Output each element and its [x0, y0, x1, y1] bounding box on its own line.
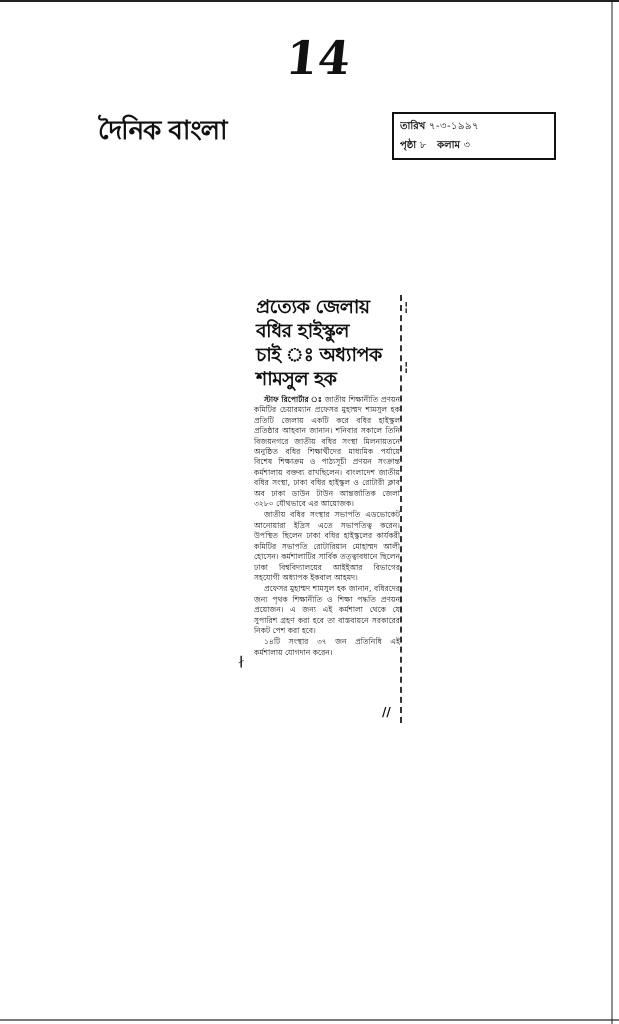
article-paragraph: ১৪টি সংস্থার ৩৭ জন প্রতিনিধি এই কর্মশালায় যোগদান করেন।: [254, 637, 400, 657]
stamp-column-label: কলাম: [437, 140, 461, 151]
scan-edge-right: [611, 0, 613, 1024]
stamp-date-value: ৭-৩-১৯৯৭: [428, 121, 480, 132]
edge-tick-mark: ¦: [404, 300, 409, 314]
edge-tick-mark: ¦: [404, 360, 409, 374]
stamp-page-label: পৃষ্ঠা: [400, 140, 417, 151]
scan-edge-top: [0, 0, 619, 2]
stamp-page-line: [400, 136, 548, 155]
headline-line: বধির হাইস্কুল: [256, 320, 349, 342]
paragraph-text: জাতীয় শিক্ষানীতি প্রণয়ন কমিটির চেয়ারম্যান প্রফেসর মুহাম্মদ শামসুল হক প্রতিটি জেলায় একটি করে বধির হাইস্কুল প্রতিষ্ঠার আহবান জানান। শনিবার সকালে তিনি বিজয়নগরে জাতীয় বধির সংস্থা মিলনায়তনে অনুষ্ঠিত বধির শিক্ষার্থীদের মাধ্যমিক পর্যায়ে বিশেষ শিক্ষাক্রম ও পাঠ্যসূচী প্রণয়ন সংক্রান্ত কর্মশালায় বক্তব্য রাখছিলেন। বাংলাদেশ জাতীয় বধির সংস্থা, ঢাকা বধির হাইস্কুল ও রোটারী ক্লাব অব ঢাকা ডাউন টাউন আন্তর্জাতিক জেলা ৩২৮০ যৌথভাবে এর আয়োজক।: [254, 395, 401, 509]
newspaper-masthead: দৈনিক বাংলা: [98, 116, 227, 146]
newspaper-clipping: [250, 295, 402, 723]
stamp-date-line: [400, 117, 548, 136]
headline-line: চাই ঃ অধ্যাপক: [256, 344, 382, 366]
article-paragraph: জাতীয় বধির সংস্থার সভাপতি এডভোকেট আনোয়ারা ইদ্রিস এতে সভাপতিত্ব করেন। উপস্থিত ছিলেন ঢাকা বধির হাইস্কুলের কার্যকরী কমিটির সভাপতি রোটারিয়ান মোহাম্মদ আলী হোসেন। কর্মশালাটির সার্বিক তত্ত্বাবধানে ছিলেন ঢাকা বিশ্ববিদ্যালয়ের আইইআর বিভাগের সহযোগী অধ্যাপক ইকবাল আহমদ।: [254, 510, 400, 582]
stamp-date-label: তারিখ: [400, 121, 426, 132]
headline-line: প্রত্যেক জেলায়: [256, 296, 370, 318]
clipping-headline: [256, 295, 400, 391]
article-paragraph: প্রফেসর মুহাম্মদ শামসুল হক জানান, বধিরদের জন্য পৃথক শিক্ষানীতি ও শিক্ষা পদ্ধতি প্রণয়ন প্রয়োজন। এ জন্য এই কর্মশালা থেকে যে সুপারিশ গ্রহণ করা হবে তা বাস্তবায়নে সরকারের নিকট পেশ করা হবে।: [254, 584, 400, 635]
byline: স্টাফ রিপোর্টার ঃ: [264, 395, 323, 404]
edge-tick-mark: //: [382, 705, 391, 719]
stamp-page-value: ৮: [419, 140, 427, 151]
article-paragraph: [254, 395, 400, 509]
stamp-column-value: ৩: [463, 140, 471, 151]
edge-tick-mark: ∤: [238, 654, 244, 668]
scan-edge-bottom: [0, 1019, 619, 1021]
headline-line: শামসুল হক: [256, 368, 337, 390]
archive-number: 14: [283, 31, 353, 85]
date-stamp: [392, 112, 556, 160]
clipping-body: [254, 395, 400, 658]
